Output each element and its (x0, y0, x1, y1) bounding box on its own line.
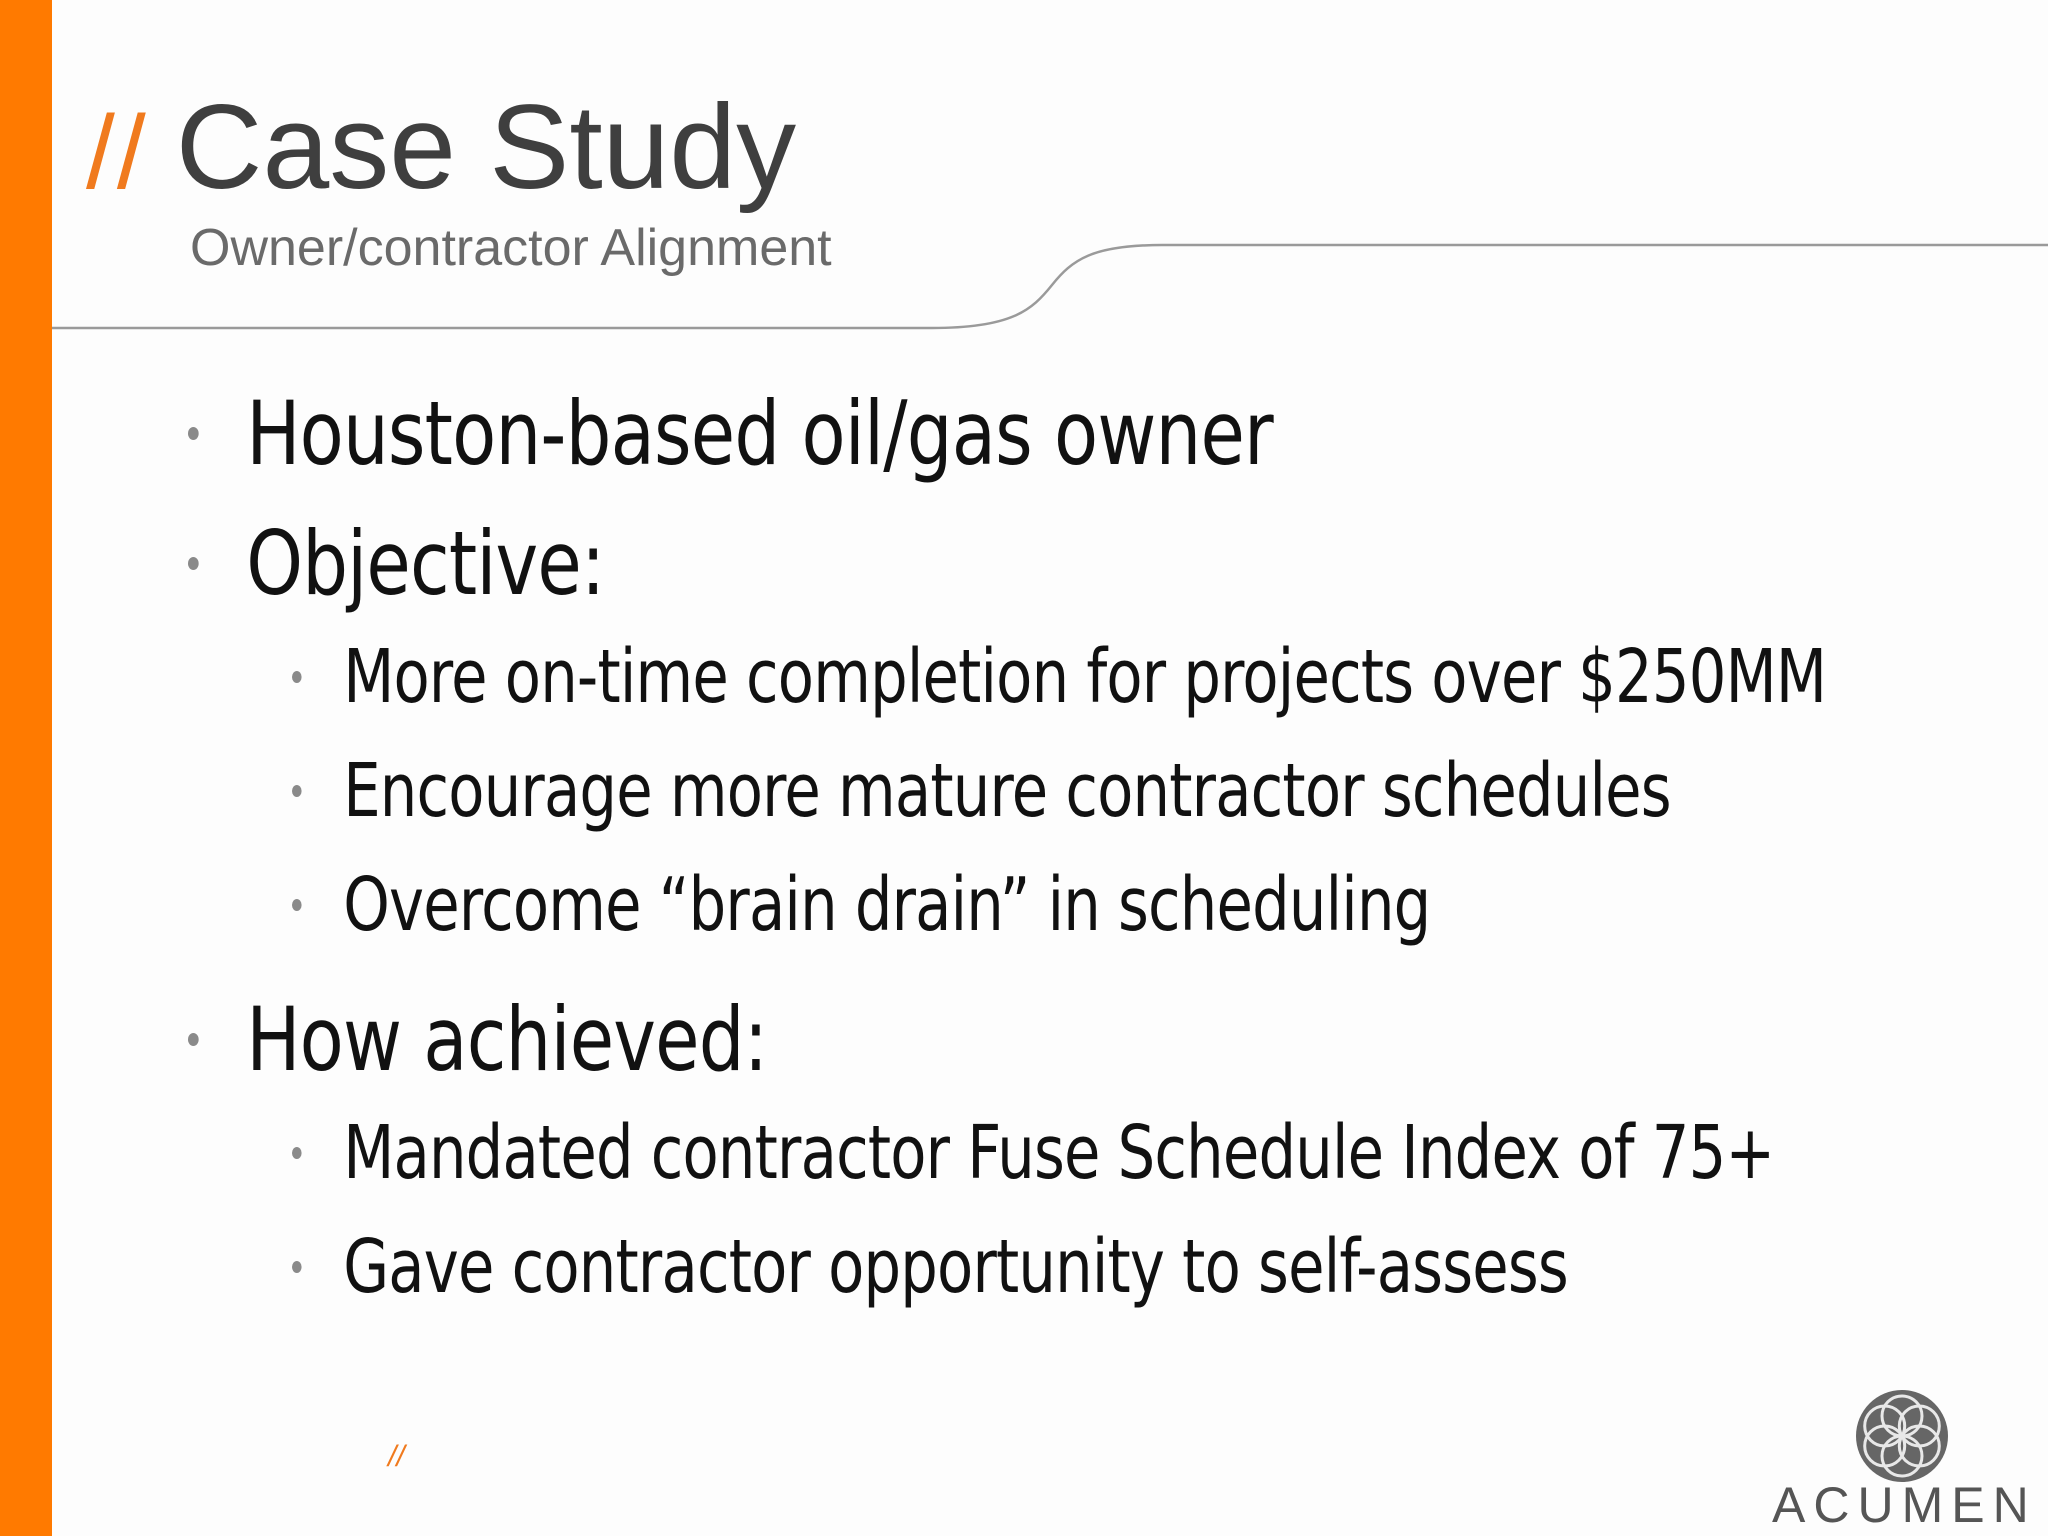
sub-bullet-item (292, 1110, 1774, 1196)
title-text: Case Study (175, 80, 797, 214)
bullet-text: Overcome “brain drain” in scheduling (343, 862, 1431, 948)
acumen-flower-logo-icon (1852, 1386, 1952, 1486)
logo-text: ACUMEN (1772, 1477, 2037, 1533)
sub-bullet-item (292, 634, 1826, 720)
bullet-text: Objective: (246, 512, 605, 615)
bullet-dot (188, 557, 199, 570)
bullet-dot (292, 785, 302, 797)
bullet-text: Mandated contractor Fuse Schedule Index of 75+ (343, 1110, 1775, 1196)
sub-bullet-item (292, 862, 1430, 948)
bullet-item (188, 382, 1273, 485)
bullet-dot (188, 1033, 199, 1046)
bullet-text: Encourage more mature contractor schedules (343, 748, 1671, 834)
bullet-text: More on-time completion for projects over $250MM (343, 634, 1827, 720)
bullet-dot (292, 899, 302, 911)
bullet-text: Gave contractor opportunity to self-assess (343, 1224, 1568, 1310)
bullet-dot (188, 427, 199, 440)
sub-bullet-item (292, 1224, 1568, 1310)
bullet-text: How achieved: (246, 988, 768, 1091)
bullet-text: Houston-based oil/gas owner (246, 382, 1273, 485)
bullet-dot (292, 1147, 302, 1159)
bullet-dot (292, 671, 302, 683)
bullet-item (188, 512, 604, 615)
slide-subtitle: Owner/contractor Alignment (190, 219, 832, 277)
bullet-item (188, 988, 767, 1091)
bullet-dot (292, 1261, 302, 1273)
footer-slashes: // (388, 1440, 405, 1473)
title-slashes: // (86, 95, 148, 211)
sub-bullet-item (292, 748, 1671, 834)
